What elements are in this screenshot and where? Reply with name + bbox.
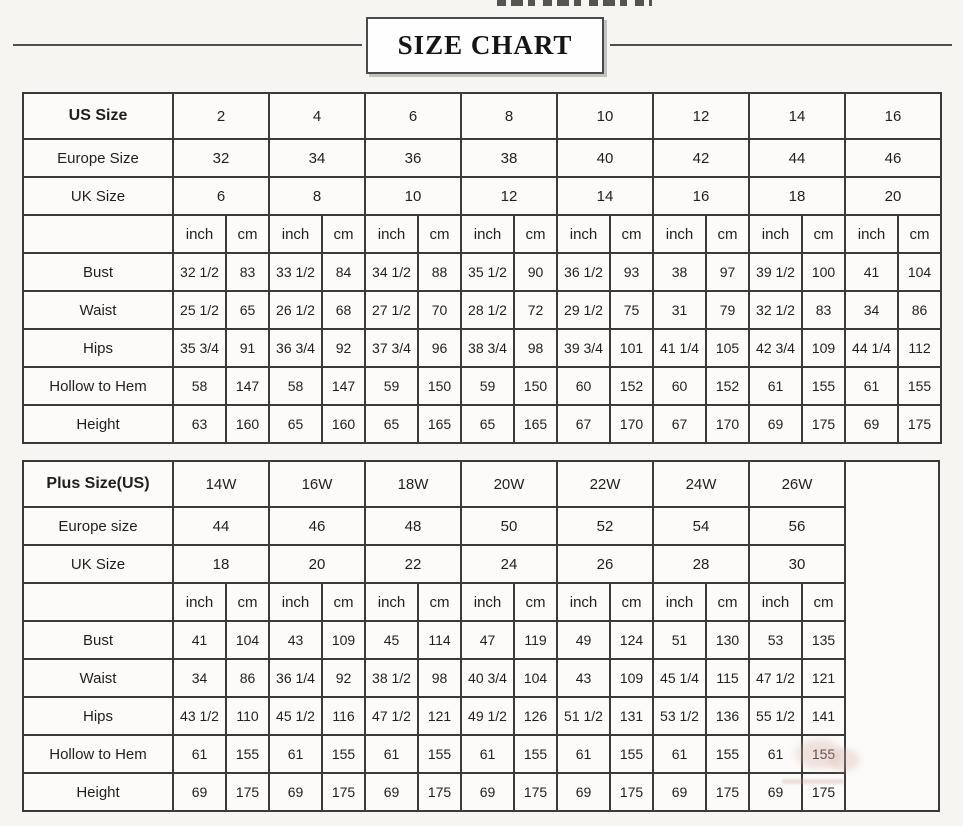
inch-value: 61: [269, 735, 322, 773]
inch-value: 41: [845, 253, 898, 291]
cm-value: 100: [802, 253, 845, 291]
cm-value: 165: [418, 405, 461, 443]
inch-value: 69: [557, 773, 610, 811]
size-value: 18: [173, 545, 269, 583]
inch-value: 38 3/4: [461, 329, 514, 367]
unit-label: cm: [802, 583, 845, 621]
cm-value: 155: [610, 735, 653, 773]
unit-label: cm: [418, 215, 461, 253]
cm-value: 150: [418, 367, 461, 405]
cm-value: 86: [898, 291, 941, 329]
measurement-row: [23, 659, 939, 697]
cm-value: 109: [802, 329, 845, 367]
inch-value: 33 1/2: [269, 253, 322, 291]
unit-label: cm: [802, 215, 845, 253]
unit-label: inch: [749, 583, 802, 621]
inch-value: 69: [749, 405, 802, 443]
size-value: 2: [173, 93, 269, 139]
unit-label: inch: [269, 215, 322, 253]
size-value: 26: [557, 545, 653, 583]
inch-value: 42 3/4: [749, 329, 802, 367]
unit-row: [23, 215, 941, 253]
size-value: 22: [365, 545, 461, 583]
inch-value: 69: [365, 773, 418, 811]
inch-value: 59: [461, 367, 514, 405]
inch-value: 28 1/2: [461, 291, 514, 329]
cm-value: 88: [418, 253, 461, 291]
unit-label: cm: [706, 583, 749, 621]
size-value: 44: [173, 507, 269, 545]
cm-value: 124: [610, 621, 653, 659]
cm-value: 110: [226, 697, 269, 735]
measurement-row: [23, 735, 939, 773]
inch-value: 47: [461, 621, 514, 659]
row-label: Bust: [23, 253, 173, 291]
row-label: Height: [23, 405, 173, 443]
cm-value: 93: [610, 253, 653, 291]
unit-label: cm: [322, 583, 365, 621]
measurement-row: [23, 253, 941, 291]
inch-value: 34: [173, 659, 226, 697]
cm-value: 119: [514, 621, 557, 659]
cm-value: 155: [418, 735, 461, 773]
size-header-row: [23, 93, 941, 139]
size-value: 46: [269, 507, 365, 545]
unit-label: inch: [557, 583, 610, 621]
title-rule-left: [13, 44, 362, 46]
unit-label: cm: [898, 215, 941, 253]
cm-value: 91: [226, 329, 269, 367]
measurement-row: [23, 291, 941, 329]
inch-value: 43: [269, 621, 322, 659]
cm-value: 112: [898, 329, 941, 367]
inch-value: 55 1/2: [749, 697, 802, 735]
empty-cell: [23, 583, 173, 621]
size-value: 34: [269, 139, 365, 177]
cm-value: 79: [706, 291, 749, 329]
cm-value: 136: [706, 697, 749, 735]
inch-value: 31: [653, 291, 706, 329]
size-value: 54: [653, 507, 749, 545]
inch-value: 49 1/2: [461, 697, 514, 735]
inch-value: 51 1/2: [557, 697, 610, 735]
cm-value: 131: [610, 697, 653, 735]
size-header-row: [23, 461, 939, 507]
inch-value: 60: [653, 367, 706, 405]
cm-value: 121: [418, 697, 461, 735]
inch-value: 34: [845, 291, 898, 329]
inch-value: 41 1/4: [653, 329, 706, 367]
cm-value: 175: [802, 405, 845, 443]
cm-value: 155: [802, 735, 845, 773]
cm-value: 72: [514, 291, 557, 329]
cropped-text-fragment: [497, 0, 652, 6]
row-label: US Size: [23, 93, 173, 139]
inch-value: 45: [365, 621, 418, 659]
size-value: 44: [749, 139, 845, 177]
size-value: 40: [557, 139, 653, 177]
unit-label: inch: [461, 583, 514, 621]
measurement-row: [23, 773, 939, 811]
cm-value: 101: [610, 329, 653, 367]
unit-label: cm: [418, 583, 461, 621]
inch-value: 43: [557, 659, 610, 697]
cm-value: 115: [706, 659, 749, 697]
cm-value: 104: [226, 621, 269, 659]
unit-label: inch: [365, 215, 418, 253]
inch-value: 34 1/2: [365, 253, 418, 291]
row-label: Europe size: [23, 507, 173, 545]
inch-value: 65: [365, 405, 418, 443]
inch-value: 61: [365, 735, 418, 773]
inch-value: 39 3/4: [557, 329, 610, 367]
cm-value: 114: [418, 621, 461, 659]
inch-value: 39 1/2: [749, 253, 802, 291]
inch-value: 47 1/2: [365, 697, 418, 735]
inch-value: 61: [173, 735, 226, 773]
size-chart-title-box: [366, 17, 604, 74]
cm-value: 70: [418, 291, 461, 329]
cm-value: 147: [226, 367, 269, 405]
row-label: Bust: [23, 621, 173, 659]
size-value: 24W: [653, 461, 749, 507]
size-value: 30: [749, 545, 845, 583]
row-label: Plus Size(US): [23, 461, 173, 507]
cm-value: 83: [226, 253, 269, 291]
cm-value: 175: [226, 773, 269, 811]
standard-size-table: [22, 92, 942, 444]
inch-value: 61: [845, 367, 898, 405]
size-value: 16: [653, 177, 749, 215]
inch-value: 51: [653, 621, 706, 659]
inch-value: 67: [557, 405, 610, 443]
size-header-row: [23, 545, 939, 583]
unit-label: inch: [653, 215, 706, 253]
size-value: 50: [461, 507, 557, 545]
unit-label: inch: [461, 215, 514, 253]
size-value: 48: [365, 507, 461, 545]
measurement-row: [23, 697, 939, 735]
cm-value: 152: [610, 367, 653, 405]
cm-value: 155: [802, 367, 845, 405]
plus-size-table: [22, 460, 940, 812]
inch-value: 63: [173, 405, 226, 443]
cm-value: 147: [322, 367, 365, 405]
size-value: 32: [173, 139, 269, 177]
inch-value: 38: [653, 253, 706, 291]
cm-value: 65: [226, 291, 269, 329]
inch-value: 38 1/2: [365, 659, 418, 697]
cm-value: 175: [802, 773, 845, 811]
size-value: 18W: [365, 461, 461, 507]
size-value: 14W: [173, 461, 269, 507]
inch-value: 69: [845, 405, 898, 443]
cm-value: 155: [514, 735, 557, 773]
measurement-row: [23, 405, 941, 443]
inch-value: 49: [557, 621, 610, 659]
size-value: 24: [461, 545, 557, 583]
inch-value: 69: [653, 773, 706, 811]
inch-value: 53 1/2: [653, 697, 706, 735]
size-value: 8: [269, 177, 365, 215]
unit-label: cm: [226, 583, 269, 621]
inch-value: 58: [173, 367, 226, 405]
measurement-row: [23, 621, 939, 659]
inch-value: 35 1/2: [461, 253, 514, 291]
cm-value: 155: [226, 735, 269, 773]
size-value: 38: [461, 139, 557, 177]
inch-value: 27 1/2: [365, 291, 418, 329]
inch-value: 26 1/2: [269, 291, 322, 329]
inch-value: 65: [269, 405, 322, 443]
cm-value: 155: [898, 367, 941, 405]
cm-value: 175: [706, 773, 749, 811]
cm-value: 165: [514, 405, 557, 443]
unit-label: inch: [557, 215, 610, 253]
unit-label: inch: [269, 583, 322, 621]
inch-value: 40 3/4: [461, 659, 514, 697]
row-label: UK Size: [23, 177, 173, 215]
size-value: 12: [653, 93, 749, 139]
cm-value: 83: [802, 291, 845, 329]
cm-value: 109: [322, 621, 365, 659]
unit-label: inch: [845, 215, 898, 253]
size-value: 14: [749, 93, 845, 139]
page-title: SIZE CHART: [397, 30, 573, 60]
inch-value: 60: [557, 367, 610, 405]
size-value: 36: [365, 139, 461, 177]
inch-value: 32 1/2: [749, 291, 802, 329]
row-label: Height: [23, 773, 173, 811]
inch-value: 69: [269, 773, 322, 811]
cm-value: 155: [322, 735, 365, 773]
unit-label: cm: [706, 215, 749, 253]
inch-value: 43 1/2: [173, 697, 226, 735]
inch-value: 69: [749, 773, 802, 811]
cm-value: 152: [706, 367, 749, 405]
inch-value: 69: [461, 773, 514, 811]
size-value: 20W: [461, 461, 557, 507]
size-value: 10: [557, 93, 653, 139]
cm-value: 75: [610, 291, 653, 329]
cm-value: 175: [898, 405, 941, 443]
size-value: 4: [269, 93, 365, 139]
inch-value: 65: [461, 405, 514, 443]
cm-value: 150: [514, 367, 557, 405]
inch-value: 61: [749, 735, 802, 773]
size-value: 56: [749, 507, 845, 545]
cm-value: 109: [610, 659, 653, 697]
row-label: Hips: [23, 697, 173, 735]
cm-value: 92: [322, 329, 365, 367]
cm-value: 126: [514, 697, 557, 735]
cm-value: 170: [706, 405, 749, 443]
inch-value: 47 1/2: [749, 659, 802, 697]
size-value: 26W: [749, 461, 845, 507]
inch-value: 36 3/4: [269, 329, 322, 367]
unit-label: inch: [749, 215, 802, 253]
inch-value: 45 1/4: [653, 659, 706, 697]
unit-label: inch: [173, 215, 226, 253]
row-label: Hollow to Hem: [23, 735, 173, 773]
cm-value: 121: [802, 659, 845, 697]
empty-column: [845, 461, 939, 811]
size-value: 16W: [269, 461, 365, 507]
cm-value: 175: [610, 773, 653, 811]
row-label: Waist: [23, 659, 173, 697]
cm-value: 86: [226, 659, 269, 697]
cm-value: 105: [706, 329, 749, 367]
cm-value: 116: [322, 697, 365, 735]
inch-value: 59: [365, 367, 418, 405]
row-label: Hips: [23, 329, 173, 367]
cm-value: 104: [514, 659, 557, 697]
row-label: Waist: [23, 291, 173, 329]
size-value: 20: [269, 545, 365, 583]
unit-label: cm: [226, 215, 269, 253]
size-value: 52: [557, 507, 653, 545]
unit-row: [23, 583, 939, 621]
size-value: 6: [173, 177, 269, 215]
row-label: Hollow to Hem: [23, 367, 173, 405]
inch-value: 53: [749, 621, 802, 659]
title-rule-right: [610, 44, 952, 46]
unit-label: cm: [610, 583, 653, 621]
size-value: 16: [845, 93, 941, 139]
cm-value: 130: [706, 621, 749, 659]
cm-value: 97: [706, 253, 749, 291]
cm-value: 175: [514, 773, 557, 811]
inch-value: 44 1/4: [845, 329, 898, 367]
inch-value: 61: [653, 735, 706, 773]
cm-value: 98: [418, 659, 461, 697]
cm-value: 84: [322, 253, 365, 291]
cm-value: 160: [322, 405, 365, 443]
cm-value: 155: [706, 735, 749, 773]
inch-value: 32 1/2: [173, 253, 226, 291]
cm-value: 90: [514, 253, 557, 291]
size-value: 6: [365, 93, 461, 139]
cm-value: 170: [610, 405, 653, 443]
cm-value: 160: [226, 405, 269, 443]
cm-value: 141: [802, 697, 845, 735]
size-value: 14: [557, 177, 653, 215]
unit-label: inch: [173, 583, 226, 621]
cm-value: 98: [514, 329, 557, 367]
cm-value: 104: [898, 253, 941, 291]
size-value: 18: [749, 177, 845, 215]
inch-value: 67: [653, 405, 706, 443]
row-label: Europe Size: [23, 139, 173, 177]
size-value: 28: [653, 545, 749, 583]
cm-value: 68: [322, 291, 365, 329]
unit-label: inch: [653, 583, 706, 621]
inch-value: 36 1/4: [269, 659, 322, 697]
size-value: 46: [845, 139, 941, 177]
size-value: 8: [461, 93, 557, 139]
inch-value: 36 1/2: [557, 253, 610, 291]
cm-value: 175: [322, 773, 365, 811]
inch-value: 69: [173, 773, 226, 811]
measurement-row: [23, 329, 941, 367]
inch-value: 58: [269, 367, 322, 405]
size-header-row: [23, 177, 941, 215]
size-value: 10: [365, 177, 461, 215]
cm-value: 175: [418, 773, 461, 811]
size-header-row: [23, 139, 941, 177]
inch-value: 61: [461, 735, 514, 773]
size-header-row: [23, 507, 939, 545]
unit-label: inch: [365, 583, 418, 621]
size-value: 42: [653, 139, 749, 177]
inch-value: 61: [749, 367, 802, 405]
inch-value: 37 3/4: [365, 329, 418, 367]
unit-label: cm: [322, 215, 365, 253]
inch-value: 29 1/2: [557, 291, 610, 329]
unit-label: cm: [514, 215, 557, 253]
inch-value: 25 1/2: [173, 291, 226, 329]
unit-label: cm: [514, 583, 557, 621]
inch-value: 45 1/2: [269, 697, 322, 735]
inch-value: 35 3/4: [173, 329, 226, 367]
size-value: 20: [845, 177, 941, 215]
cm-value: 92: [322, 659, 365, 697]
inch-value: 41: [173, 621, 226, 659]
cm-value: 96: [418, 329, 461, 367]
cm-value: 135: [802, 621, 845, 659]
measurement-row: [23, 367, 941, 405]
size-value: 12: [461, 177, 557, 215]
empty-cell: [23, 215, 173, 253]
size-value: 22W: [557, 461, 653, 507]
inch-value: 61: [557, 735, 610, 773]
row-label: UK Size: [23, 545, 173, 583]
unit-label: cm: [610, 215, 653, 253]
